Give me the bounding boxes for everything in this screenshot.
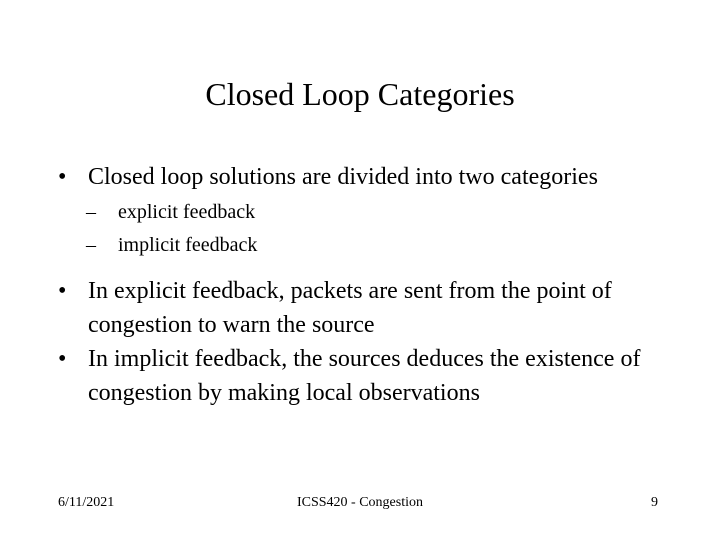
sub-list-container bbox=[58, 196, 678, 262]
page-number: 9 bbox=[651, 495, 658, 510]
bullet-item bbox=[58, 342, 678, 410]
bullet-item bbox=[58, 160, 678, 194]
bullet-list bbox=[58, 160, 678, 410]
bullet-item bbox=[58, 274, 678, 342]
sub-bullet-list bbox=[58, 196, 678, 262]
slide-title: Closed Loop Categories bbox=[205, 76, 515, 112]
footer-title: ICSS420 - Congestion bbox=[296, 495, 423, 510]
sub-bullet-marker: – bbox=[86, 201, 96, 223]
sub-bullet-item bbox=[86, 196, 678, 229]
bullet-marker: • bbox=[58, 278, 67, 304]
sub-bullet-text: explicit feedback bbox=[118, 201, 256, 223]
bullet-marker: • bbox=[58, 164, 67, 190]
sub-bullet-text: implicit feedback bbox=[118, 234, 258, 256]
bullet-text: In implicit feedback, the sources deduces the existence of congestion by making local observations bbox=[88, 346, 641, 406]
bullet-text: Closed loop solutions are divided into two categories bbox=[88, 164, 598, 190]
sub-bullet-item bbox=[86, 229, 678, 262]
bullet-marker: • bbox=[58, 346, 67, 372]
footer-date: 6/11/2021 bbox=[58, 495, 115, 510]
bullet-text: In explicit feedback, packets are sent from the point of congestion to warn the source bbox=[88, 278, 612, 338]
sub-bullet-marker: – bbox=[86, 234, 96, 256]
